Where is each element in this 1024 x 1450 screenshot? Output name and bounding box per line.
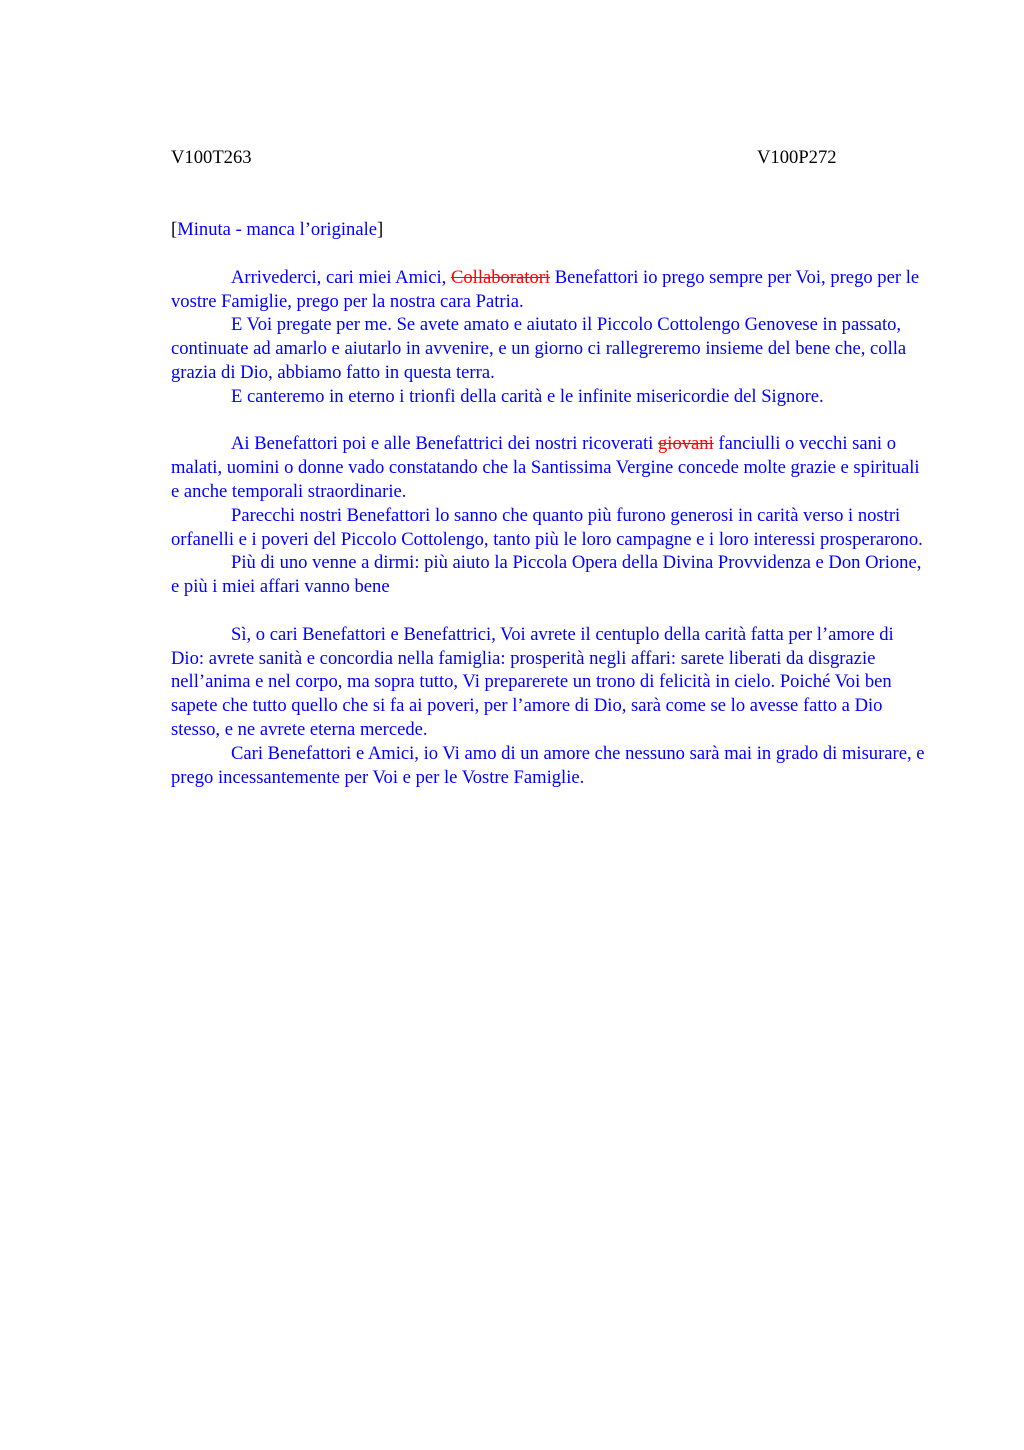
paragraph-2: E Voi pregate per me. Se avete amato e aiutato il Piccolo Cottolengo Genovese in passato, continuate ad amarlo e aiutarlo in avvenire, e un giorno ci rallegreremo insieme del bene che, colla grazia di Dio, abbiamo fatto in questa terra. bbox=[171, 314, 907, 383]
paragraph-4-before: Ai Benefattori poi e alle Benefattrici dei nostri ricoverati bbox=[231, 433, 658, 455]
header-left-code: V100T263 bbox=[171, 147, 252, 168]
paragraph-gap bbox=[171, 599, 931, 623]
paragraph-1-after: Benefattori io prego sempre per Voi, prego per le vostre Famiglie, prego per la nostra cara Patria. bbox=[171, 266, 920, 312]
paragraph-8: Cari Benefattori e Amici, io Vi amo di un amore che nessuno sarà mai in grado di misurare, e prego incessantemente per Voi e per le Vostre Famiglie. bbox=[171, 742, 925, 788]
paragraph-7: Sì, o cari Benefattori e Benefattrici, Voi avrete il centuplo della carità fatta per l’amore di Dio: avrete sanità e concordia nella famiglia: prosperità negli affari: sarete liberati da disgrazie nell’anima e nel corpo, ma sopra tutto, Vi preparerete un trono di felicità in cielo. Poiché Voi ben sapete che tutto quello che si fa ai poveri, per l’amore di Dio, sarà come se lo avesse fatto a Dio stesso, e ne avrete eterna mercede. bbox=[171, 623, 894, 740]
paragraph-1-before: Arrivederci, cari miei Amici, bbox=[231, 266, 451, 288]
paragraph-3: E canteremo in eterno i trionfi della carità e le infinite misericordie del Signore. bbox=[231, 385, 824, 407]
paragraph-6: Più di uno venne a dirmi: più aiuto la Piccola Opera della Divina Provvidenza e Don Orione, e più i miei affari vanno bene bbox=[171, 552, 922, 598]
editorial-note bbox=[171, 218, 931, 242]
note-close-bracket: ] bbox=[377, 219, 384, 240]
paragraph-5: Parecchi nostri Benefattori lo sanno che quanto più furono generosi in carità verso i nostri orfanelli e i poveri del Piccolo Cottolengo, tanto più le loro campagne e i loro interessi prosperarono. bbox=[171, 504, 923, 550]
paragraph-gap bbox=[171, 409, 931, 433]
deleted-word-giovani: giovani bbox=[657, 433, 714, 455]
note-open-bracket: [ bbox=[171, 219, 178, 240]
paragraph-4 bbox=[171, 432, 931, 503]
paragraph-4-after: fanciulli o vecchi sani o malati, uomini o donne vado constatando che la Santissima Vergine concede molte grazie e spirituali e anche temporali straordinarie. bbox=[171, 433, 920, 502]
note-text: Minuta - manca l’originale bbox=[177, 219, 378, 240]
document-body bbox=[171, 218, 931, 789]
header-right-code: V100P272 bbox=[757, 147, 837, 168]
deleted-word-collaboratori: Collaboratori bbox=[450, 266, 551, 288]
paragraph-1 bbox=[171, 266, 931, 314]
